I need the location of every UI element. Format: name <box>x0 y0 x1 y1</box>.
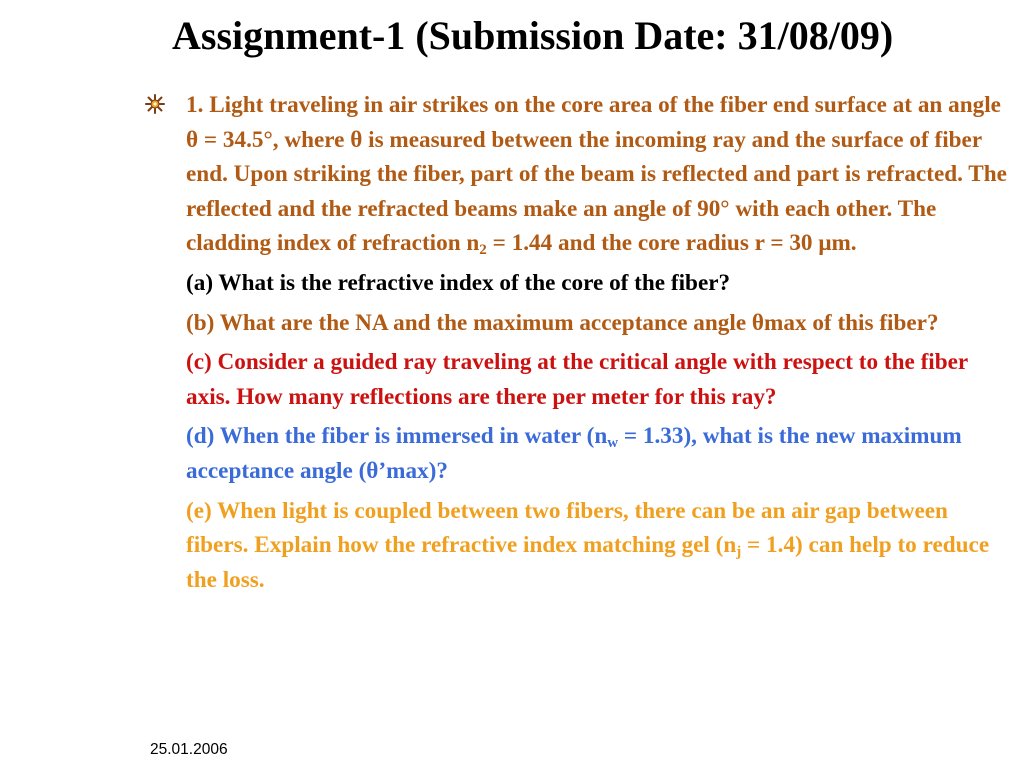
question-d: (d) When the fiber is immersed in water $(n_w = 1.33)$, what is the new maximum acceptance angle (θ’max)? <box>186 423 962 484</box>
question-c: (c) Consider a guided ray traveling at the critical angle with respect to the fiber axis. How many reflections are there per meter for this ray? <box>186 349 968 410</box>
subscript: j <box>736 544 742 561</box>
subscript: 2 <box>479 242 487 259</box>
theta-symbol: θ <box>350 126 363 153</box>
assignment-body <box>186 88 1016 602</box>
theta-symbol: θ <box>751 309 765 336</box>
problem-statement: 1. Light traveling in air strikes on the core area of the fiber end surface at an angle θ = 34.5°, where θ is measured between the incoming ray and the surface of fiber end. Upon striking the fiber, part of the beam is reflected and part is refracted. The reflected and the refracted beams make an angle of 90° with each other. The cladding index of refraction $n_2 = 1.44$ and the core radius r = 30 μm. <box>186 92 1007 259</box>
theta-symbol: θ <box>186 126 199 153</box>
slide-title: Assignment-1 (Submission Date: 31/08/09) <box>172 13 894 58</box>
question-b: (b) What are the NA and the maximum acceptance angle θmax of this fiber? <box>186 309 939 336</box>
question-e: (e) When light is coupled between two fibers, there can be an air gap between fibers. Explain how the refractive index matching gel $(n_j = 1.4)$ can help to reduce the loss. <box>186 497 990 593</box>
subscript: w <box>607 435 619 452</box>
star-burst-bullet-icon <box>145 94 165 114</box>
mu-symbol: μ <box>818 230 832 257</box>
theta-symbol: θ <box>366 457 379 484</box>
footer-date: 25.01.2006 <box>150 741 228 758</box>
question-a: (a) What is the refractive index of the core of the fiber? <box>186 269 731 296</box>
